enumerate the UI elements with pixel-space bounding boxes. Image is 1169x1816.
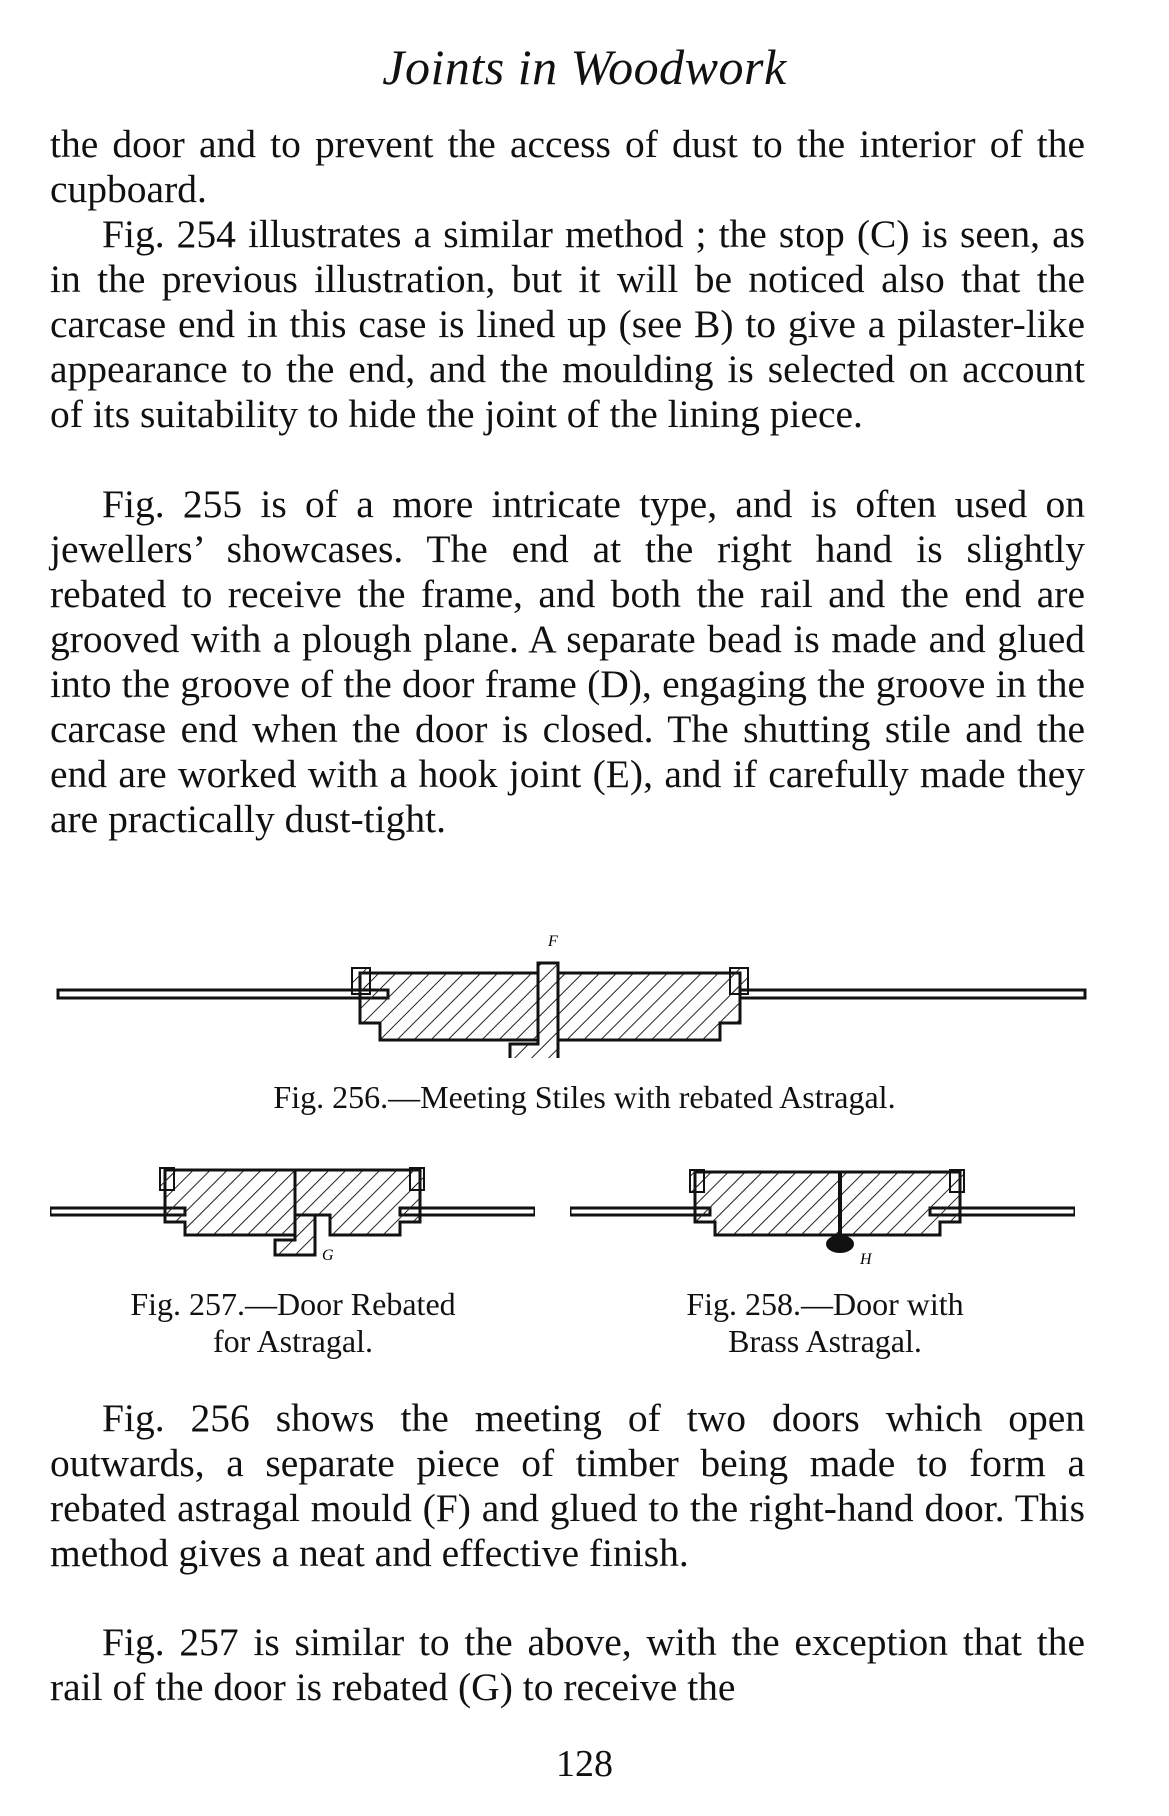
figure-257-caption-line-1: Fig. 257.—Door Rebated bbox=[130, 1286, 456, 1322]
figure-258-caption-line-1: Fig. 258.—Door with bbox=[686, 1286, 964, 1322]
figure-258-drawing bbox=[570, 1160, 1075, 1270]
figure-256-caption: Fig. 256.—Meeting Stiles with rebated Astragal. bbox=[273, 1079, 896, 1115]
figure-256-label: F bbox=[548, 933, 558, 950]
paragraph-continued: the door and to prevent the access of dust to the interior of the cupboard. bbox=[50, 122, 1085, 211]
paragraph-fig-256: Fig. 256 shows the meeting of two doors which open outwards, a separate piece of timber being made to form a rebated astragal mould (F) and glued to the right-hand door. This method gives a neat and effective finish. bbox=[50, 1396, 1085, 1575]
figure-257-drawing bbox=[50, 1160, 535, 1270]
paragraph-fig-254: Fig. 254 illustrates a similar method ; the stop (C) is seen, as in the previous illustration, but it will be noticed also that the carcase end in this case is lined up (see B) to give a pilaster-like appearance to the end, and the moulding is selected on account of its suitability to hide the joint of the lining piece. bbox=[50, 212, 1085, 436]
paragraph-fig-257: Fig. 257 is similar to the above, with the exception that the rail of the door is rebated (G) to receive the bbox=[50, 1620, 1085, 1709]
figure-258-caption-line-2: Brass Astragal. bbox=[728, 1323, 922, 1359]
figure-257-label: G bbox=[322, 1247, 334, 1264]
page-number: 128 bbox=[556, 1743, 613, 1785]
figure-257-caption-line-2: for Astragal. bbox=[213, 1323, 373, 1359]
running-head: Joints in Woodwork bbox=[382, 39, 787, 95]
figure-258-label: H bbox=[860, 1251, 872, 1268]
paragraph-fig-255: Fig. 255 is of a more intricate type, and is often used on jewellers’ showcases. The end at the right hand is slightly rebated to receive the frame, and both the rail and the end are grooved with a plough plane. A separate bead is made and glued into the groove of the door frame (D), engaging the groove in the carcase end when the door is closed. The shutting stile and the end are worked with a hook joint (E), and if carefully made they are practically dust-tight. bbox=[50, 482, 1085, 841]
figure-256-drawing bbox=[50, 928, 1090, 1058]
